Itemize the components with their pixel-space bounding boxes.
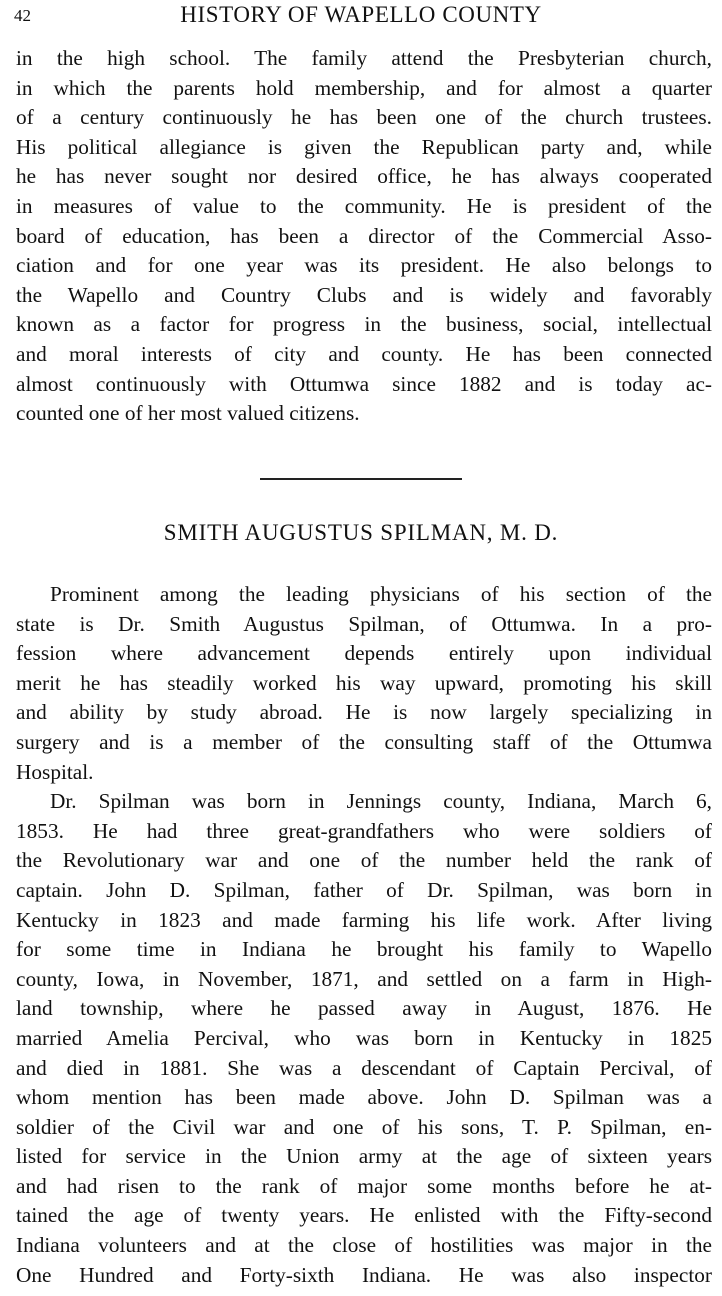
text-line: Kentucky in 1823 and made farming his life work. After living — [16, 907, 712, 932]
text-line: Prominent among the leading physicians of his section of the — [50, 582, 712, 606]
text-line: His political allegiance is given the Republican party and, while — [16, 134, 712, 159]
text-line: Hospital. — [16, 759, 94, 784]
text-line: married Amelia Percival, who was born in Kentucky in 1825 — [16, 1025, 712, 1050]
section-divider — [260, 478, 462, 480]
text-line: known as a factor for progress in the business, social, intellectual — [16, 312, 712, 337]
text-line: for some time in Indiana he brought his family to Wapello — [16, 937, 712, 962]
text-line: listed for service in the Union army at the age of sixteen years — [16, 1144, 712, 1169]
text-line: the Wapello and Country Clubs and is widely and favorably — [16, 282, 712, 307]
text-line: and had risen to the rank of major some months before he at- — [16, 1173, 712, 1198]
text-line: soldier of the Civil war and one of his sons, T. P. Spilman, en- — [16, 1114, 712, 1139]
text-line: captain. John D. Spilman, father of Dr. Spilman, was born in — [16, 877, 712, 902]
text-line: land township, where he passed away in August, 1876. He — [16, 996, 712, 1021]
text-line: of a century continuously he has been one of the church trustees. — [16, 105, 712, 130]
text-line: whom mention has been made above. John D. Spilman was a — [16, 1085, 712, 1110]
text-line: surgery and is a member of the consulting staff of the Ottumwa — [16, 729, 712, 754]
text-line: and moral interests of city and county. He has been connected — [16, 341, 712, 366]
page-number: 42 — [14, 6, 31, 25]
text-line: in the high school. The family attend the Presbyterian church, — [16, 46, 712, 70]
text-line: One Hundred and Forty-sixth Indiana. He was also inspector — [16, 1262, 712, 1287]
text-line: board of education, has been a director of the Commercial Asso- — [16, 223, 712, 248]
section-heading: SMITH AUGUSTUS SPILMAN, M. D. — [163, 520, 559, 545]
biography-body — [16, 580, 712, 1290]
text-line: 1853. He had three great-grandfathers who were soldiers of — [16, 818, 712, 843]
text-line: merit he has steadily worked his way upward, promoting his skill — [16, 670, 712, 695]
text-line: he has never sought nor desired office, he has always cooperated — [16, 164, 712, 189]
text-line: Dr. Spilman was born in Jennings county, Indiana, March 6, — [50, 789, 712, 814]
text-line: counted one of her most valued citizens. — [16, 401, 360, 426]
running-head — [0, 0, 722, 36]
text-line: and ability by study abroad. He is now largely specializing in — [16, 700, 712, 725]
text-line: in which the parents hold membership, and for almost a quarter — [16, 75, 712, 100]
paragraph-continued — [16, 44, 712, 429]
text-line: county, Iowa, in November, 1871, and settled on a farm in High- — [16, 966, 712, 991]
text-line: Indiana volunteers and at the close of hostilities was major in the — [16, 1233, 712, 1258]
text-line: ciation and for one year was its president. He also belongs to — [16, 253, 712, 278]
text-line: state is Dr. Smith Augustus Spilman, of Ottumwa. In a pro- — [16, 611, 712, 636]
text-line: in measures of value to the community. He is president of the — [16, 193, 712, 218]
text-line: the Revolutionary war and one of the number held the rank of — [16, 848, 712, 873]
running-title: HISTORY OF WAPELLO COUNTY — [180, 2, 542, 27]
text-line: almost continuously with Ottumwa since 1882 and is today ac- — [16, 371, 712, 396]
text-line: fession where advancement depends entirely upon individual — [16, 641, 712, 666]
text-line: tained the age of twenty years. He enlisted with the Fifty-second — [16, 1203, 712, 1228]
text-line: and died in 1881. She was a descendant of Captain Percival, of — [16, 1055, 712, 1080]
